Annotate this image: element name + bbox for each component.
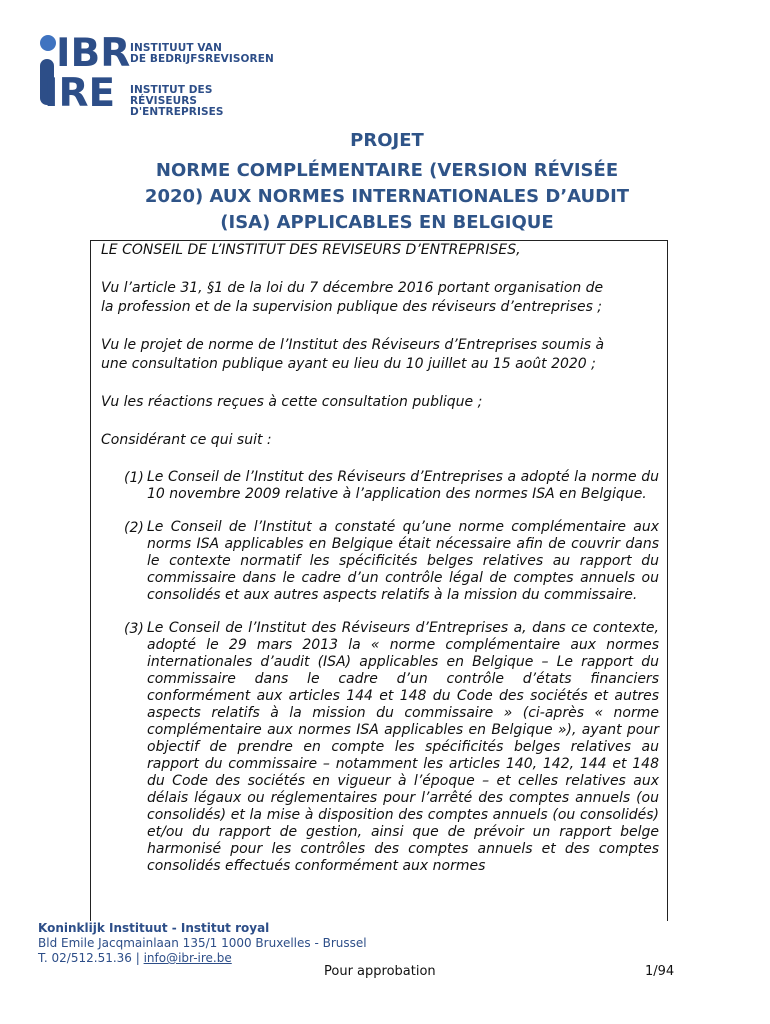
title-projet: PROJET (350, 130, 424, 151)
document-title (90, 128, 684, 236)
logo-letters-top: IBR (56, 33, 130, 76)
list-item (101, 519, 659, 604)
list-item-number: (1) (124, 470, 144, 486)
vu-projet-line-2: une consultation publique ayant eu lieu du 10 juillet au 15 août 2020 ; (101, 356, 596, 372)
council-heading: LE CONSEIL DE L’INSTITUT DES REVISEURS D’ENTREPRISES, (101, 242, 521, 258)
logo-fr-line-1: INSTITUT DES RÉVISEURS (130, 84, 213, 107)
footer-phone-line (38, 951, 367, 966)
footer-contact (38, 921, 367, 966)
footer-phone: T. 02/512.51.36 | (38, 951, 144, 965)
list-item-text: Le Conseil de l’Institut a constaté qu’une norme complémentaire aux norms ISA applicables en Belgique était nécessaire afin de couvrir dans le contexte normatif les spécificités belges relatives au rapport du commissaire dans le cadre d’un contrôle légal de comptes annuels ou consolidés et aux autres aspects relatifs à la mission du commissaire. (147, 519, 659, 603)
logo-text-nl (130, 43, 274, 65)
footer-address: Bld Emile Jacqmainlaan 135/1 1000 Bruxelles - Brussel (38, 936, 367, 950)
logo-text-fr (130, 85, 278, 118)
footer-email-link[interactable]: info@ibr-ire.be (143, 951, 232, 965)
document-status: Pour approbation (324, 964, 436, 979)
vu-projet-line-1: Vu le projet de norme de l’Institut des Réviseurs d’Entreprises soumis à (101, 337, 605, 353)
list-item (101, 469, 659, 503)
vu-reactions: Vu les réactions reçues à cette consultation publique ; (101, 394, 483, 410)
list-item-text: Le Conseil de l’Institut des Réviseurs d’Entreprises a adopté la norme du 10 novembre 2009 relative à l’application des normes ISA en Belgique. (147, 469, 659, 502)
considerant: Considérant ce qui suit : (101, 432, 272, 448)
vu-article-line-1: Vu l’article 31, §1 de la loi du 7 décembre 2016 portant organisation de (101, 280, 604, 296)
logo-nl-line-1: INSTITUUT VAN (130, 42, 222, 54)
list-item-number: (2) (124, 520, 144, 536)
logo-letters-bottom: IRE (44, 71, 116, 111)
page-number: 1/94 (645, 964, 675, 979)
footer-org-name: Koninklijk Instituut - Institut royal (38, 921, 270, 935)
vu-article-line-2: la profession et de la supervision publique des réviseurs d’entreprises ; (101, 299, 603, 315)
logo-nl-line-2: DE BEDRIJFSREVISOREN (130, 53, 274, 65)
list-item-number: (3) (124, 621, 144, 637)
list-item-text: Le Conseil de l’Institut des Réviseurs d’Entreprises a, dans ce contexte, adopté le 29 mars 2013 la « norme complémentaire aux normes internationales d’audit (ISA) applicables en Belgique – Le rapport du commissaire dans le cadre d’un contrôle d’états financiers conformément aux articles 144 et 148 du Code des sociétés et autres aspects relatifs à la mission du commissaire » (ci-après « norme complémentaire aux normes ISA applicables en Belgique »), ayant pour objectif de prendre en compte les spécificités belges relatives au rapport du commissaire – notamment les articles 140, 142, 144 et 148 du Code des sociétés en vigueur à l’époque – et celles relatives aux délais légaux ou réglementaires pour l’arrêté des comptes annuels (ou consolidés) et la mise à disposition des comptes annuels (ou consolidés) et/ou du rapport de gestion, ainsi que de prévoir un rapport belge harmonisé pour les contrôles des comptes annuels et des comptes consolidés effectués conformément aux normes (147, 620, 659, 874)
logo-fr-line-2: D'ENTREPRISES (130, 106, 224, 118)
list-item (101, 620, 659, 875)
ibr-ire-logo (38, 33, 278, 118)
title-line-2: 2020) AUX NORMES INTERNATIONALES D’AUDIT (144, 186, 630, 207)
title-line-3: (ISA) APPLICABLES EN BELGIQUE (220, 212, 554, 233)
title-line-1: NORME COMPLÉMENTAIRE (VERSION RÉVISÉE (155, 160, 619, 181)
preamble-box (90, 240, 668, 921)
logo-mark (38, 33, 130, 111)
